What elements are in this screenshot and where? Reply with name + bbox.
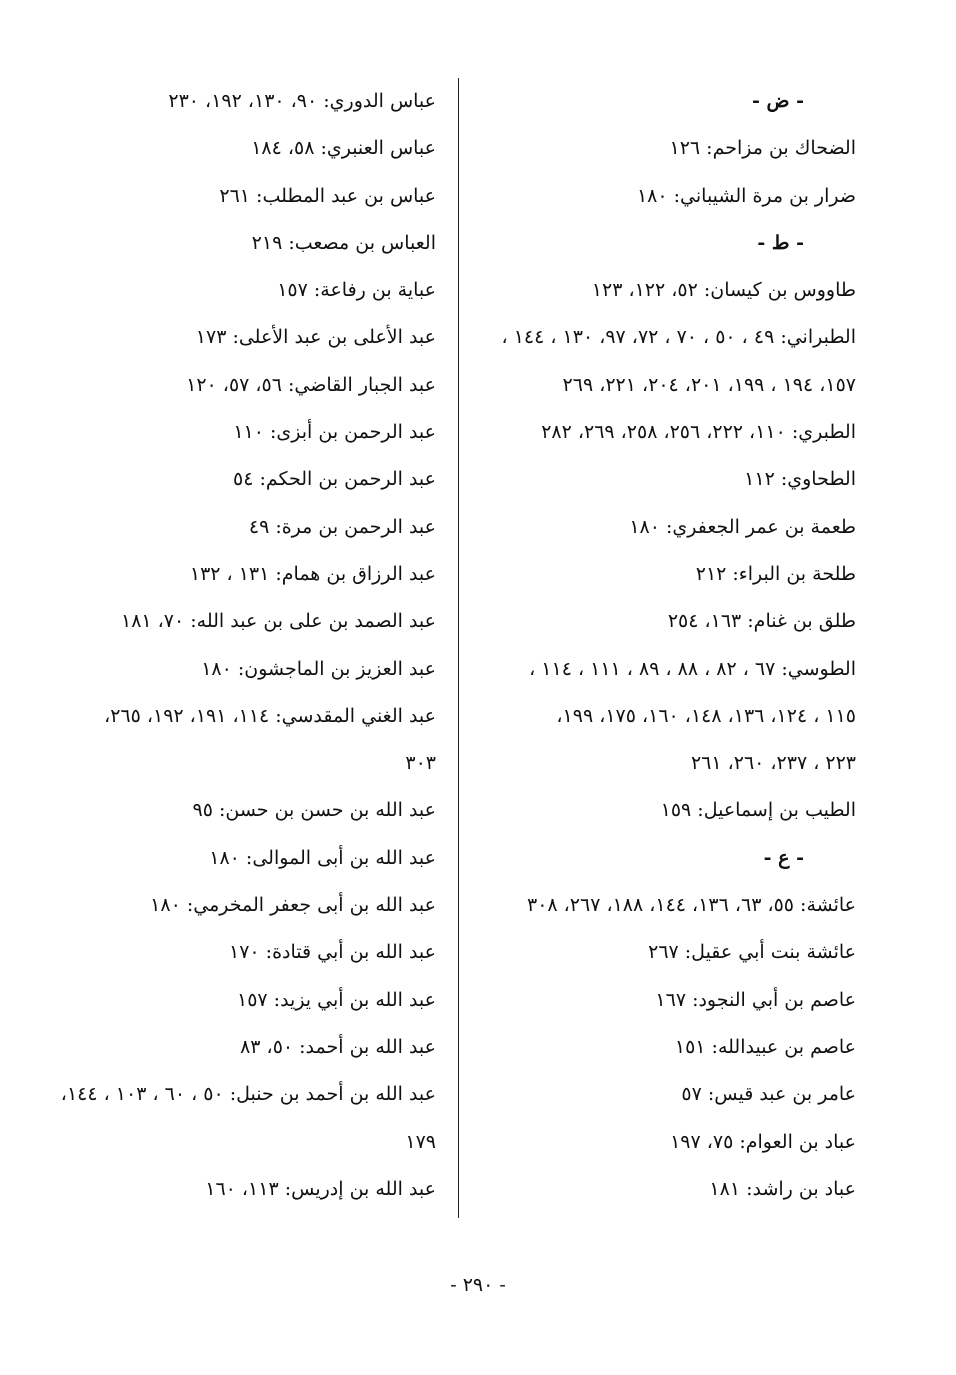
index-entry: طلق بن غنام: ١٦٣، ٢٥٤ bbox=[667, 610, 856, 633]
letter-heading: - ط - bbox=[757, 231, 804, 254]
index-entry-continuation: ١١٥ ، ١٢٤، ١٣٦، ١٤٨، ١٦٠، ١٧٥، ١٩٩، bbox=[556, 704, 856, 727]
index-entry: عبد الرحمن بن مرة: ٤٩ bbox=[248, 515, 436, 538]
index-entry-continuation: ٢٢٣ ، ٢٣٧، ٢٦٠، ٢٦١ bbox=[690, 752, 856, 775]
letter-heading: - ع - bbox=[763, 846, 804, 869]
index-entry: طلحة بن البراء: ٢١٢ bbox=[695, 562, 856, 585]
letter-heading: - ض - bbox=[752, 90, 804, 112]
index-entry: عائشة بنت أبي عقيل: ٢٦٧ bbox=[648, 941, 856, 964]
index-entry: عبد الله بن أحمد: ٥٠، ٨٣ bbox=[240, 1035, 436, 1058]
index-entry: عبد الجبار القاضي: ٥٦، ٥٧، ١٢٠ bbox=[186, 373, 436, 396]
index-entry: عبد الله بن إدريس: ١١٣، ١٦٠ bbox=[205, 1177, 436, 1200]
index-entry-continuation: ٣٠٣ bbox=[405, 752, 436, 775]
index-entry: الطبري: ١١٠، ٢٢٢، ٢٥٦، ٢٥٨، ٢٦٩، ٢٨٢ bbox=[541, 421, 856, 444]
index-entry: عبد الأعلى بن عبد الأعلى: ١٧٣ bbox=[195, 326, 436, 349]
index-entry: عباس الدوري: ٩٠، ١٣٠، ١٩٢، ٢٣٠ bbox=[168, 90, 436, 112]
index-entry: عبد الغني المقدسي: ١١٤، ١٩١، ١٩٢، ٢٦٥، bbox=[104, 704, 436, 727]
index-entry: عبد الله بن حسن بن حسن: ٩٥ bbox=[192, 799, 436, 822]
index-entry: الطحاوي: ١١٢ bbox=[744, 468, 856, 491]
index-entry: عبد الله بن أبى جعفر المخرمي: ١٨٠ bbox=[150, 894, 436, 917]
index-entry-continuation: ١٥٧، ١٩٤ ، ١٩٩، ٢٠١، ٢٠٤، ٢٢١، ٢٦٩ bbox=[562, 373, 856, 396]
column-divider bbox=[458, 78, 459, 1218]
index-entry: الطبراني: ٤٩ ، ٥٠ ، ٧٠ ، ٧٢، ٩٧، ١٣٠ ، ١٤٤ ، bbox=[501, 326, 856, 349]
index-column-right bbox=[496, 78, 856, 1213]
index-entry: عبد الصمد بن على بن عبد الله: ٧٠، ١٨١ bbox=[121, 610, 436, 633]
index-entry: الطيب بن إسماعيل: ١٥٩ bbox=[660, 799, 856, 822]
index-entry: عباس العنبري: ٥٨، ١٨٤ bbox=[251, 137, 436, 160]
page-number: - ٢٩٠ - bbox=[450, 1274, 506, 1296]
index-entry: عائشة: ٥٥، ٦٣، ١٣٦، ١٤٤، ١٨٨، ٢٦٧، ٣٠٨ bbox=[527, 894, 856, 917]
index-entry: ضرار بن مرة الشيباني: ١٨٠ bbox=[636, 184, 856, 207]
index-entry: عبد العزيز بن الماجشون: ١٨٠ bbox=[201, 657, 436, 680]
index-entry: عبد الله بن أبي قتادة: ١٧٠ bbox=[229, 941, 436, 964]
index-entry: العباس بن مصعب: ٢١٩ bbox=[251, 231, 436, 254]
index-entry: عباد بن العوام: ٧٥، ١٩٧ bbox=[670, 1130, 856, 1153]
index-entry: عباد بن راشد: ١٨١ bbox=[709, 1177, 856, 1200]
index-entry: عبد الرحمن بن الحكم: ٥٤ bbox=[233, 468, 436, 491]
index-entry: طاووس بن كيسان: ٥٢، ١٢٢، ١٢٣ bbox=[591, 279, 856, 302]
index-entry: عبد الرزاق بن همام: ١٣١ ، ١٣٢ bbox=[189, 562, 436, 585]
index-column-left bbox=[60, 78, 436, 1213]
index-entry: عبد الله بن أبي يزيد: ١٥٧ bbox=[237, 988, 436, 1011]
index-entry: الضحاك بن مزاحم: ١٢٦ bbox=[669, 137, 856, 160]
index-entry: عبد الرحمن بن أبزى: ١١٠ bbox=[233, 421, 436, 444]
index-entry: طعمة بن عمر الجعفري: ١٨٠ bbox=[629, 515, 856, 538]
index-entry: عبد الله بن أبى الموالى: ١٨٠ bbox=[209, 846, 436, 869]
index-entry: عامر بن عبد قيس: ٥٧ bbox=[681, 1083, 856, 1106]
index-entry: الطوسي: ٦٧ ، ٨٢ ، ٨٨ ، ٨٩ ، ١١١ ، ١١٤ ، bbox=[529, 657, 856, 680]
index-entry: عبد الله بن أحمد بن حنبل: ٥٠ ، ٦٠ ، ١٠٣ ، ١٤٤، bbox=[60, 1083, 436, 1106]
index-entry: عباس بن عبد المطلب: ٢٦١ bbox=[219, 184, 436, 207]
index-entry: عاصم بن أبي النجود: ١٦٧ bbox=[655, 988, 856, 1011]
index-entry: عاصم بن عبيدالله: ١٥١ bbox=[674, 1035, 856, 1058]
index-entry: عباية بن رفاعة: ١٥٧ bbox=[277, 279, 436, 302]
index-entry-continuation: ١٧٩ bbox=[405, 1130, 436, 1153]
